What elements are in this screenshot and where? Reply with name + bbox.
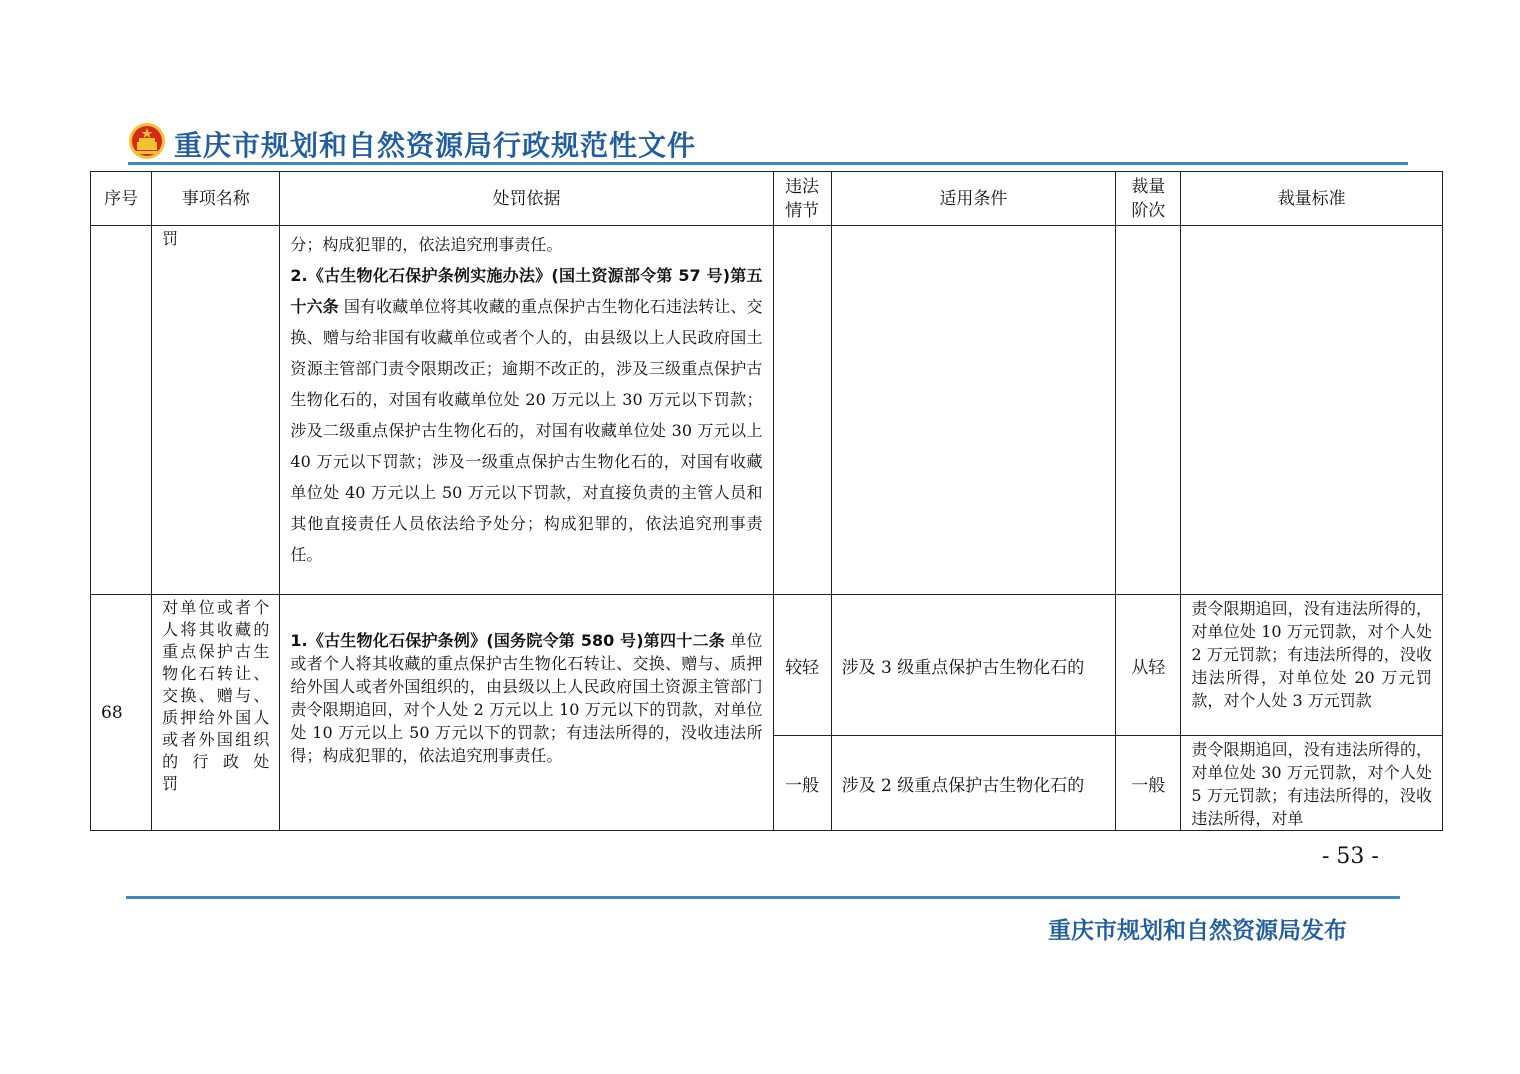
- name-cell: [152, 595, 280, 831]
- header-title: 重庆市规划和自然资源局行政规范性文件: [174, 129, 697, 162]
- basis-cell: [280, 226, 773, 595]
- col-header-basis: 处罚依据: [280, 172, 773, 226]
- standard-text: 责令限期追回，没有违法所得的，对单位处 30 万元罚款，对个人处 5 万元罚款；有违法所得的，没收违法所得，对单: [1191, 740, 1432, 828]
- basis-cell: [280, 595, 773, 831]
- seq-cell: 68: [91, 595, 152, 831]
- table-row: [91, 595, 1443, 736]
- name-cell: [152, 226, 280, 595]
- condition-cell: [831, 226, 1116, 595]
- basis-article-title: 2.《古生物化石保护条例实施办法》(国土资源部令第 57 号)第五十六条: [290, 266, 763, 316]
- condition-cell: 涉及 3 级重点保护古生物化石的: [831, 595, 1116, 736]
- plot-cell: 一般: [773, 736, 831, 831]
- col-header-name: 事项名称: [152, 172, 280, 226]
- table-row: [91, 226, 1443, 595]
- item-name-last: 罚: [162, 774, 179, 793]
- basis-article-title: 1.《古生物化石保护条例》(国务院令第 580 号)第四十二条: [290, 631, 725, 650]
- level-cell: 一般: [1116, 736, 1181, 831]
- table-header-row: [91, 172, 1443, 226]
- document-header: [128, 120, 1408, 168]
- standard-cell: [1181, 736, 1443, 831]
- col-header-condition: 适用条件: [831, 172, 1116, 226]
- name-tail: 罚: [162, 229, 179, 248]
- standard-text: 责令限期追回，没有违法所得的，对单位处 10 万元罚款，对个人处 2 万元罚款；有违法所得的，没收违法所得，对单位处 20 万元罚款，对个人处 3 万元罚款: [1191, 599, 1432, 710]
- footer-rule: [126, 896, 1400, 899]
- footer-publisher: 重庆市规划和自然资源局发布: [1048, 918, 1347, 944]
- national-emblem-icon: [128, 122, 166, 160]
- standard-cell: [1181, 226, 1443, 595]
- basis-article-2: [290, 260, 762, 570]
- penalty-table: [90, 171, 1443, 831]
- item-name: 对单位或者个人将其收藏的重点保护古生物化石转让、交换、赠与、质押给外国人或者外国组织的行政处: [162, 598, 270, 771]
- seq-cell: [91, 226, 152, 595]
- header-rule: [128, 162, 1408, 165]
- level-cell: [1116, 226, 1181, 595]
- standard-cell: [1181, 595, 1443, 736]
- col-header-plot: 违法 情节: [773, 172, 831, 226]
- page-number: - 53 -: [1322, 844, 1379, 869]
- col-header-standard: 裁量标准: [1181, 172, 1443, 226]
- col-header-seq: 序号: [91, 172, 152, 226]
- plot-cell: 较轻: [773, 595, 831, 736]
- level-cell: 从轻: [1116, 595, 1181, 736]
- basis-article-body: 国有收藏单位将其收藏的重点保护古生物化石违法转让、交换、赠与给非国有收藏单位或者个人的，由县级以上人民政府国土资源主管部门责令限期改正；逾期不改正的，涉及三级重点保护古生物化石的，对国有收藏单位处 20 万元以上 30 万元以下罚款；涉及二级重点保护古生物化石的，对国有收藏单位处 30 万元以上 40 万元以下罚款；涉及一级重点保护古生物化石的，对国有收藏单位处 40 万元以上 50 万元以下罚款，对直接负责的主管人员和其他直接责任人员依法给予处分；构成犯罪的，依法追究刑事责任。: [290, 297, 763, 564]
- basis-text: [280, 226, 772, 570]
- basis-line-1: 分；构成犯罪的，依法追究刑事责任。: [290, 235, 563, 254]
- condition-cell: 涉及 2 级重点保护古生物化石的: [831, 736, 1116, 831]
- col-header-level: 裁量 阶次: [1116, 172, 1181, 226]
- basis-text: [280, 595, 772, 767]
- plot-cell: [773, 226, 831, 595]
- basis-article-body: 单位或者个人将其收藏的重点保护古生物化石转让、交换、赠与、质押给外国人或者外国组织的，由县级以上人民政府国土资源主管部门责令限期追回，对个人处 2 万元以上 10 万元以下的罚款，对单位处 10 万元以上 50 万元以下的罚款；有违法所得的，没收违法所得；构成犯罪的，依法追究刑事责任。: [290, 631, 763, 765]
